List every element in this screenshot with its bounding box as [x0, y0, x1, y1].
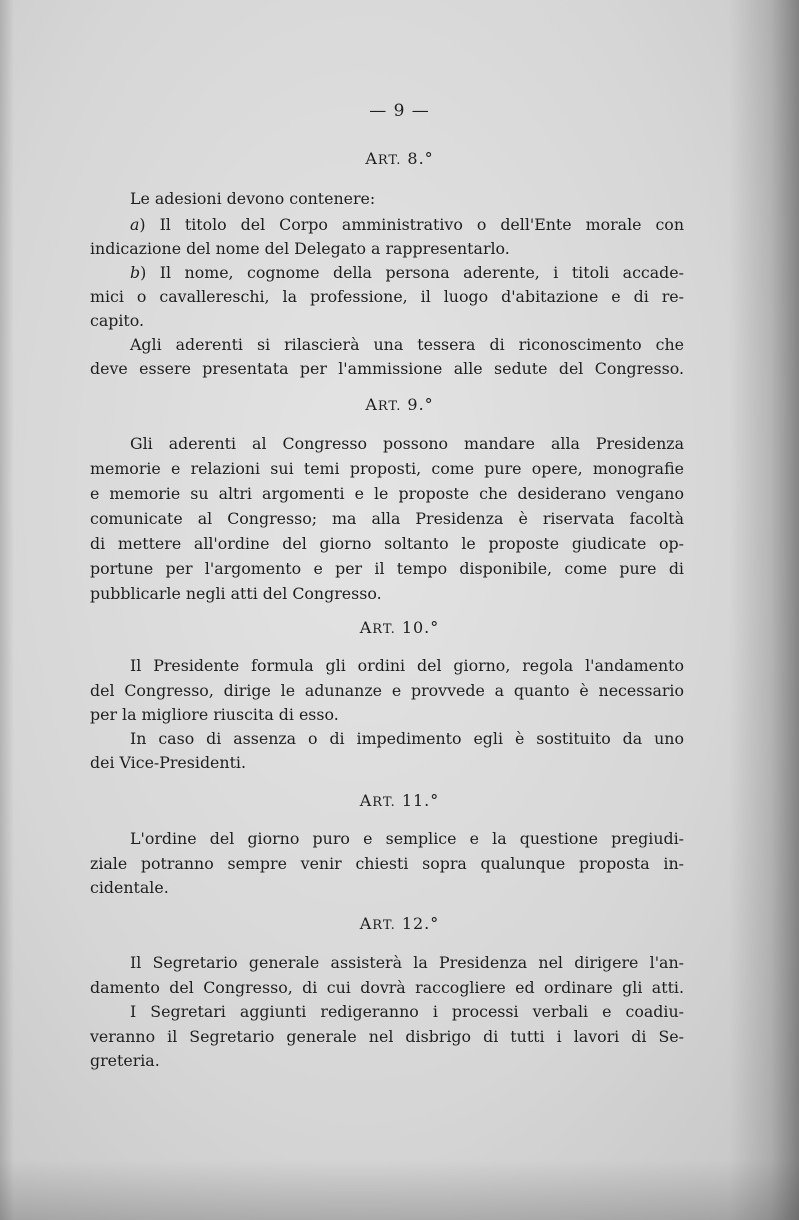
article-9-line: di mettere all'ordine del giorno soltanto le proposte giudicate op- — [90, 534, 684, 553]
article-10-line: Il Presidente formula gli ordini del giorno, regola l'andamento — [130, 656, 684, 675]
page-edge-shadow-right — [729, 0, 799, 1220]
article-9-line: portune per l'argomento e per il tempo disponibile, come pure di — [90, 559, 684, 578]
article-9-line: comunicate al Congresso; ma alla Presidenza è riservata facoltà — [90, 509, 684, 528]
article-12-heading: ART. 12.° — [359, 914, 440, 933]
article-8-line: Agli aderenti si rilascierà una tessera di riconoscimento che — [130, 335, 684, 354]
article-10-heading: ART. 10.° — [359, 618, 440, 637]
article-10-line: del Congresso, dirige le adunanze e provvede a quanto è necessario — [90, 681, 684, 700]
article-12-line: veranno il Segretario generale nel disbrigo di tutti i lavori di Se- — [90, 1027, 684, 1046]
article-8-line: mici o cavallereschi, la professione, il luogo d'abitazione e di re- — [90, 287, 684, 306]
article-12-line: Il Segretario generale assisterà la Presidenza nel dirigere l'an- — [130, 953, 684, 972]
article-10-line: In caso di assenza o di impedimento egli è sostituito da uno — [130, 729, 684, 748]
article-12-line: I Segretari aggiunti redigeranno i processi verbali e coadiu- — [130, 1002, 684, 1021]
article-12-line: damento del Congresso, di cui dovrà raccogliere ed ordinare gli atti. — [90, 978, 684, 997]
article-12-line: greteria. — [90, 1051, 160, 1070]
article-8-line: a) Il titolo del Corpo amministrativo o dell'Ente morale con — [130, 215, 684, 234]
article-9-line: pubblicarle negli atti del Congresso. — [90, 584, 382, 603]
article-9-line: memorie e relazioni sui temi proposti, come pure opere, monografie — [90, 459, 684, 478]
page-number: — 9 — — [369, 101, 430, 121]
article-11-line: cidentale. — [90, 878, 169, 897]
article-8-line: deve essere presentata per l'ammissione alle sedute del Congresso. — [90, 359, 684, 378]
article-9-line: e memorie su altri argomenti e le proposte che desiderano vengano — [90, 484, 684, 503]
article-11-heading: ART. 11.° — [359, 791, 440, 810]
article-11-line: L'ordine del giorno puro e semplice e la questione pregiudi- — [130, 829, 684, 848]
article-8-line: b) Il nome, cognome della persona aderente, i titoli accade- — [130, 263, 684, 282]
article-11-line: ziale potranno sempre venir chiesti sopra qualunque proposta in- — [90, 854, 684, 873]
article-8-heading: ART. 8.° — [365, 149, 434, 168]
article-8-line: Le adesioni devono contenere: — [130, 189, 376, 208]
article-10-line: dei Vice-Presidenti. — [90, 753, 246, 772]
article-8-line: capito. — [90, 311, 145, 330]
page-edge-shadow-left — [0, 0, 14, 1220]
article-8-line: indicazione del nome del Delegato a rappresentarlo. — [90, 239, 510, 258]
article-9-line: Gli aderenti al Congresso possono mandare alla Presidenza — [130, 434, 684, 453]
page-edge-shadow-bottom — [0, 1160, 799, 1220]
article-9-heading: ART. 9.° — [365, 395, 434, 414]
article-10-line: per la migliore riuscita di esso. — [90, 705, 339, 724]
